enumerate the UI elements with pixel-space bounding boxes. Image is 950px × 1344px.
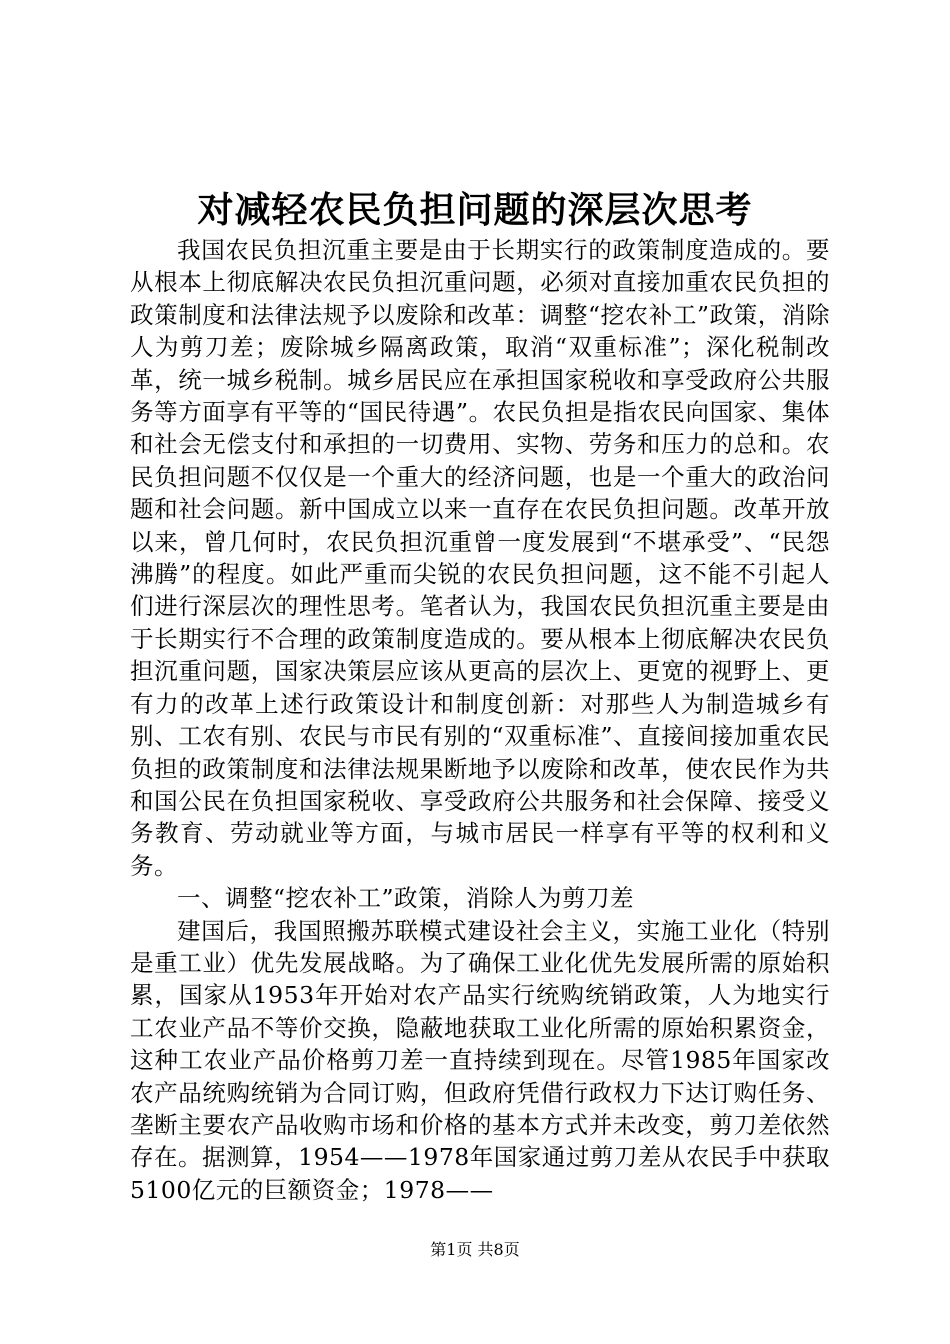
- paragraph-section-1: 建国后，我国照搬苏联模式建设社会主义，实施工业化（特别是重工业）优先发展战略。为了确保工业化优先发展所需的原始积累，国家从1953年开始对农产品实行统购统销政策，人为地实行工农业产品不等价交换，隐蔽地获取工业化所需的原始积累资金，这种工农业产品价格剪刀差一直持续到现在。尽管1985年国家改农产品统购统销为合同订购，但政府凭借行政权力下达订购任务、垄断主要农产品收购市场和价格的基本方式并未改变，剪刀差依然存在。据测算，1954——1978年国家通过剪刀差从农民手中获取5100亿元的巨额资金；1978——: [130, 916, 830, 1204]
- page-footer: 第1页 共8页: [430, 1240, 520, 1259]
- document-body: [130, 234, 830, 1206]
- section-heading-1: 一、调整“挖农补工”政策，消除人为剪刀差: [177, 884, 635, 913]
- paragraph-intro: 我国农民负担沉重主要是由于长期实行的政策制度造成的。要从根本上彻底解决农民负担沉重问题，必须对直接加重农民负担的政策制度和法律法规予以废除和改革：调整“挖农补工”政策，消除人为剪刀差；废除城乡隔离政策，取消“双重标准”；深化税制改革，统一城乡税制。城乡居民应在承担国家税收和享受政府公共服务等方面享有平等的“国民待遇”。农民负担是指农民向国家、集体和社会无偿支付和承担的一切费用、实物、劳务和压力的总和。农民负担问题不仅仅是一个重大的经济问题，也是一个重大的政治问题和社会问题。新中国成立以来一直存在农民负担问题。改革开放以来，曾几何时，农民负担沉重曾一度发展到“不堪承受”、“民怨沸腾”的程度。如此严重而尖锐的农民负担问题，这不能不引起人们进行深层次的理性思考。笔者认为，我国农民负担沉重主要是由于长期实行不合理的政策制度造成的。要从根本上彻底解决农民负担沉重问题，国家决策层应该从更高的层次上、更宽的视野上、更有力的改革上述行政策设计和制度创新：对那些人为制造城乡有别、工农有别、农民与市民有别的“双重标准”、直接间接加重农民负担的政策制度和法律法规果断地予以废除和改革，使农民作为共和国公民在负担国家税收、享受政府公共服务和社会保障、接受义务教育、劳动就业等方面，与城市居民一样享有平等的权利和义务。: [130, 236, 830, 880]
- document-title: 对减轻农民负担问题的深层次思考: [197, 189, 753, 231]
